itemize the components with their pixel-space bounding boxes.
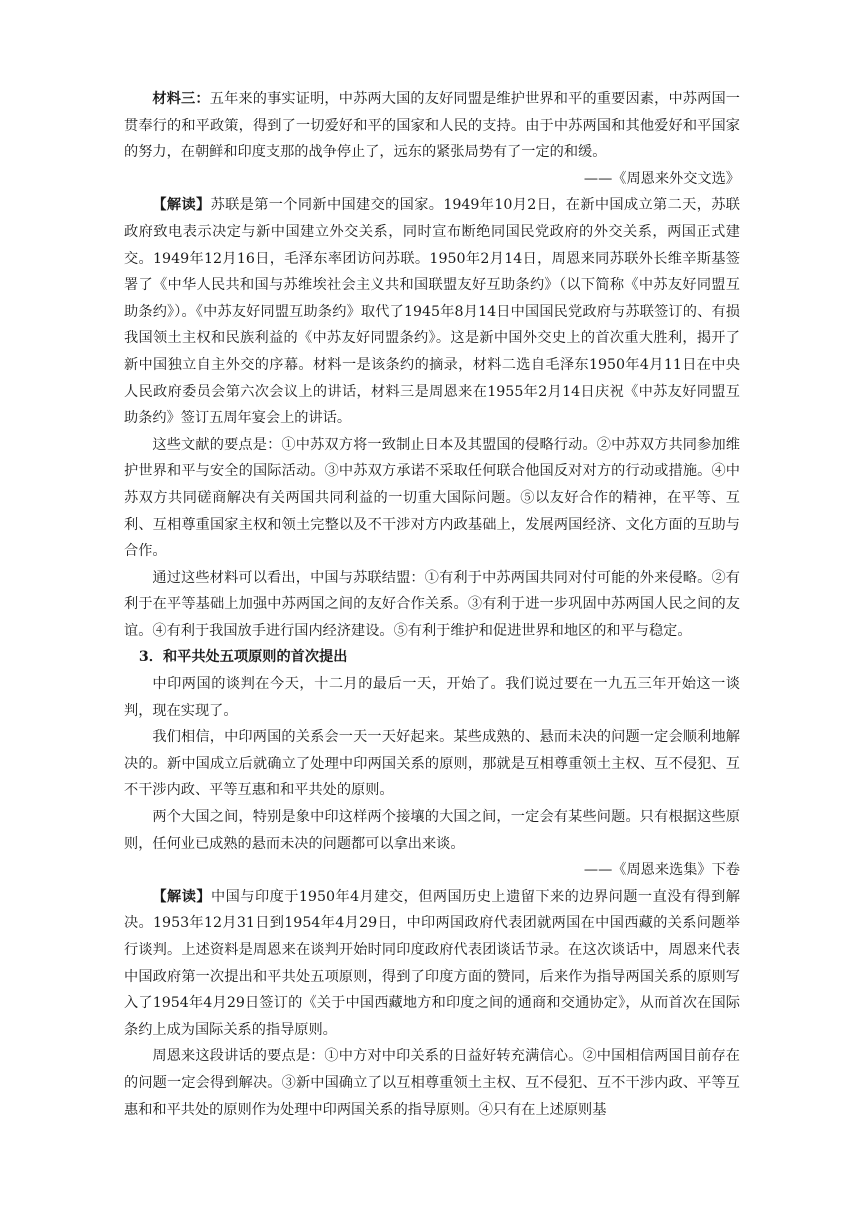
reading-1-paragraph bbox=[124, 192, 740, 431]
reading-1-label: 【解读】 bbox=[152, 197, 211, 214]
key-points-3: 周恩来这段讲话的要点是：①中方对中印关系的日益好转充满信心。②中国相信两国目前存在的问题一定会得到解决。③新中国确立了以互相尊重领土主权、互不侵犯、互不干涉内政、平等互惠和和平共处的原则作为处理中印两国关系的指导原则。④只有在上述原则基 bbox=[124, 1048, 740, 1118]
reading-1-text: 苏联是第一个同新中国建交的国家。1949年10月2日，在新中国成立第二天，苏联政府致电表示决定与新中国建立外交关系，同时宣布断绝同国民党政府的外交关系，两国正式建交。1949年12月16日，毛泽东率团访问苏联。1950年2月14日，周恩来同苏联外长维辛斯基签署了《中华人民共和国与苏维埃社会主义共和国联盟友好互助条约》（以下简称《中苏友好同盟互助条约》）。《中苏友好同盟互助条约》取代了1945年8月14日中国国民党政府与苏联签订的、有损我国领土主权和民族利益的《中苏友好同盟条约》。这是新中国外交史上的首次重大胜利，揭开了新中国独立自主外交的序幕。材料一是该条约的摘录，材料二选自毛泽东1950年4月11日在中央人民政府委员会第六次会议上的讲话，材料三是周恩来在1955年2月14日庆祝《中苏友好同盟互助条约》签订五周年宴会上的讲话。 bbox=[124, 197, 740, 427]
material-3-paragraph bbox=[124, 86, 740, 166]
reading-2-label: 【解读】 bbox=[152, 888, 211, 905]
key-points-2: 通过这些材料可以看出，中国与苏联结盟：①有利于中苏两国共同对付可能的外来侵略。②有利于在平等基础上加强中苏两国之间的友好合作关系。③有利于进一步巩固中苏两国人民之间的友谊。④有利于我国放手进行国内经济建设。⑤有利于维护和促进世界和地区的和平与稳定。 bbox=[124, 569, 740, 639]
key-points-1: 这些文献的要点是：①中苏双方将一致制止日本及其盟国的侵略行动。②中苏双方共同参加维护世界和平与安全的国际活动。③中苏双方承诺不采取任何联合他国反对对方的行动或措施。④中苏双方共同磋商解决有关两国共同利益的一切重大国际问题。⑤以友好合作的精神，在平等、互利、互相尊重国家主权和领土完整以及不干涉对方内政基础上，发展两国经济、文化方面的互助与合作。 bbox=[124, 436, 740, 560]
quote-paragraph-2: 我们相信，中印两国的关系会一天一天好起来。某些成熟的、悬而未决的问题一定会顺利地解决的。新中国成立后就确立了处理中印两国关系的原则，那就是互相尊重领土主权、互不侵犯、互不干涉内政、平等互惠和和平共处的原则。 bbox=[124, 729, 740, 799]
reading-2-text: 中国与印度于1950年4月建交，但两国历史上遗留下来的边界问题一直没有得到解决。1953年12月31日到1954年4月29日，中印两国政府代表团就两国在中国西藏的关系问题举行谈判。上述资料是周恩来在谈判开始时同印度政府代表团谈话节录。在这次谈话中，周恩来代表中国政府第一次提出和平共处五项原则，得到了印度方面的赞同，后来作为指导两国关系的原则写入了1954年4月29日签订的《关于中国西藏地方和印度之间的通商和交通协定》，从而首次在国际条约上成为国际关系的指导原则。 bbox=[124, 888, 740, 1038]
material-3-source: ——《周恩来外交文选》 bbox=[583, 170, 740, 187]
reading-2-paragraph bbox=[124, 884, 740, 1044]
material-3-text: 五年来的事实证明，中苏两大国的友好同盟是维护世界和平的重要因素，中苏两国一贯奉行的和平政策，得到了一切爱好和平的国家和人民的支持。由于中苏两国和其他爱好和平国家的努力，在朝鲜和印度支那的战争停止了，远东的紧张局势有了一定的和缓。 bbox=[124, 91, 740, 161]
document-page bbox=[124, 86, 740, 1123]
quote-paragraph-1: 中印两国的谈判在今天，十二月的最后一天，开始了。我们说过要在一九五三年开始这一谈判，现在实现了。 bbox=[124, 676, 740, 719]
quote-paragraph-3: 两个大国之间，特别是象中印这样两个接壤的大国之间，一定会有某些问题。只有根据这些原则，任何业已成熟的悬而未决的问题都可以拿出来谈。 bbox=[124, 809, 740, 852]
quote-source: ——《周恩来选集》下卷 bbox=[583, 862, 740, 879]
material-3-label: 材料三： bbox=[152, 91, 210, 107]
section-3-heading: 3．和平共处五项原则的首次提出 bbox=[138, 649, 348, 666]
